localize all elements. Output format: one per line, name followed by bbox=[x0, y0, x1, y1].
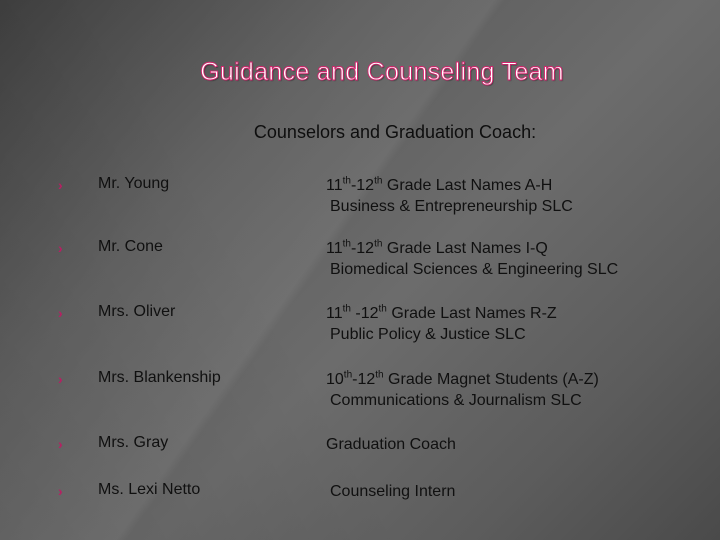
slc-name: Communications & Journalism SLC bbox=[330, 392, 582, 409]
bullet-icon: › bbox=[58, 240, 63, 256]
counselor-name: Mrs. Blankenship bbox=[98, 369, 221, 386]
counselor-assignment bbox=[326, 303, 557, 345]
grade-separator: -12 bbox=[350, 240, 375, 257]
bullet-icon: › bbox=[58, 483, 63, 499]
grade-start-suffix: th bbox=[342, 303, 351, 315]
grade-text: Grade Last Names R-Z bbox=[386, 305, 557, 322]
counselor-name: Mr. Young bbox=[98, 175, 170, 192]
grade-start-suffix: th bbox=[342, 175, 351, 187]
grade-start: 11 bbox=[326, 305, 343, 322]
grade-end-suffix: th bbox=[374, 175, 383, 187]
counselor-role: Counseling Intern bbox=[330, 483, 456, 500]
grade-start: 11 bbox=[326, 240, 343, 257]
grade-separator: -12 bbox=[350, 177, 375, 194]
counselor-name: Mr. Cone bbox=[98, 238, 163, 255]
counselor-role: Graduation Coach bbox=[326, 436, 456, 453]
slide-title: Guidance and Counseling Team bbox=[200, 58, 564, 86]
grade-text: Grade Magnet Students (A-Z) bbox=[383, 371, 599, 388]
grade-end-suffix: th bbox=[375, 369, 384, 381]
bullet-icon: › bbox=[58, 371, 63, 387]
slc-name: Public Policy & Justice SLC bbox=[330, 326, 526, 343]
counselor-name: Ms. Lexi Netto bbox=[98, 481, 201, 498]
grade-end-suffix: th bbox=[374, 238, 383, 250]
counselor-name: Mrs. Gray bbox=[98, 434, 169, 451]
grade-separator: -12 bbox=[350, 305, 379, 322]
bullet-icon: › bbox=[58, 177, 63, 193]
grade-end-suffix: th bbox=[378, 303, 387, 315]
grade-start: 10 bbox=[326, 371, 344, 388]
slide-subtitle: Counselors and Graduation Coach: bbox=[253, 122, 537, 142]
slc-name: Business & Entrepreneurship SLC bbox=[330, 198, 573, 215]
grade-start: 11 bbox=[326, 177, 343, 194]
grade-text: Grade Last Names A-H bbox=[382, 177, 553, 194]
counselor-assignment bbox=[326, 238, 618, 280]
counselor-assignment bbox=[326, 175, 573, 217]
grade-separator: -12 bbox=[352, 371, 376, 388]
bullet-icon: › bbox=[58, 305, 63, 321]
counselor-assignment bbox=[326, 369, 599, 411]
counselor-name: Mrs. Oliver bbox=[98, 303, 176, 320]
grade-text: Grade Last Names I-Q bbox=[382, 240, 548, 257]
bullet-icon: › bbox=[58, 436, 63, 452]
grade-start-suffix: th bbox=[342, 238, 351, 250]
grade-start-suffix: th bbox=[343, 369, 353, 381]
slc-name: Biomedical Sciences & Engineering SLC bbox=[330, 261, 619, 278]
